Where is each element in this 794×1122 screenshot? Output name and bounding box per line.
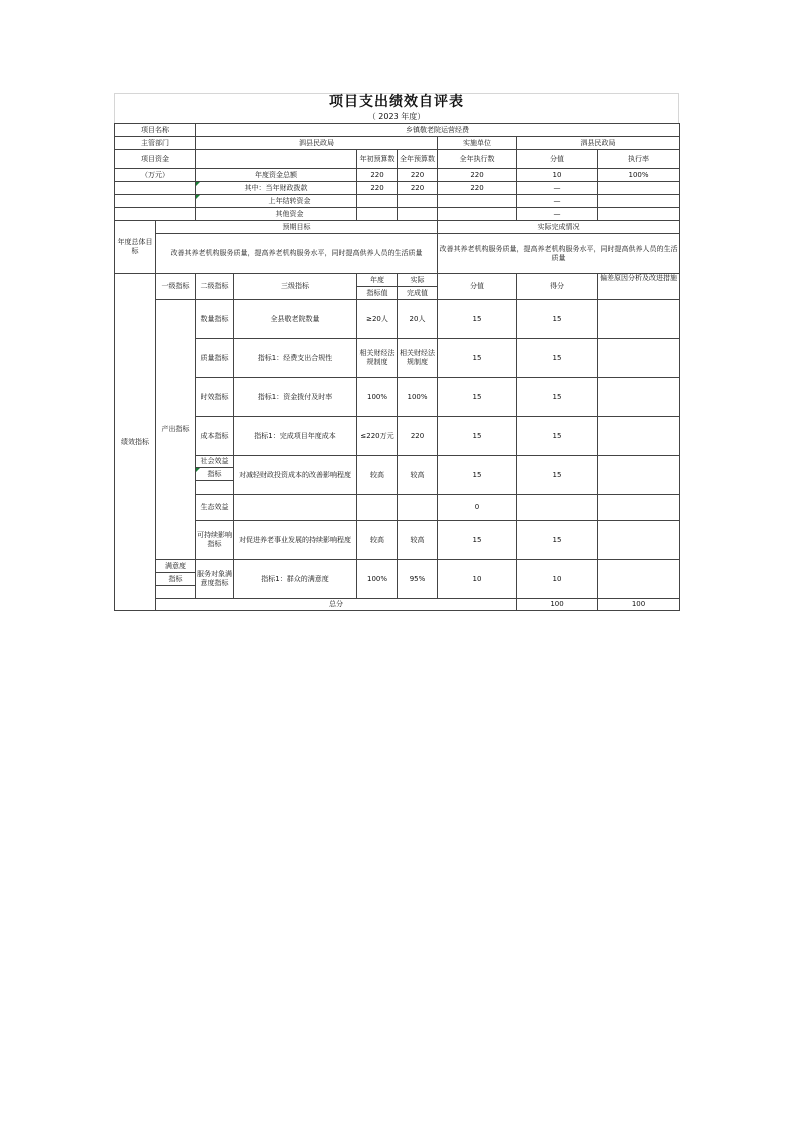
perf-header-got: 得分 <box>517 274 598 300</box>
perf-target: 100% <box>357 560 398 599</box>
perf-got: 15 <box>517 339 598 378</box>
perf-row-cost <box>115 417 680 456</box>
perf-l2: 时效指标 <box>196 378 234 417</box>
dept-label: 主管部门 <box>115 137 196 150</box>
perf-row-social <box>115 456 680 468</box>
perf-target: 相关财经法规制度 <box>357 339 398 378</box>
total-got: 100 <box>598 599 680 611</box>
perf-label: 绩效指标 <box>115 274 156 611</box>
perf-header-target: 指标值 <box>357 287 398 300</box>
evaluation-table <box>114 123 680 611</box>
fund-cell: 220 <box>398 182 438 195</box>
perf-l3: 指标1：经费支出合规性 <box>234 339 357 378</box>
perf-score: 10 <box>438 560 517 599</box>
perf-target: ≥20人 <box>357 300 398 339</box>
perf-l2: 指标 <box>196 468 234 481</box>
goal-actual-text: 改善其养老机构服务质量，提高养老机构服务水平，同时提高供养人员的生活质量 <box>438 234 680 274</box>
perf-header-l1: 一级指标 <box>156 274 196 300</box>
perf-header-reason: 偏差原因分析及改进措施 <box>598 274 680 300</box>
sat-label-2: 指标 <box>156 573 196 586</box>
fund-row-label: 年度资金总额 <box>196 169 357 182</box>
perf-header-l3: 三级指标 <box>234 274 357 300</box>
perf-actual: 较高 <box>398 521 438 560</box>
perf-score: 15 <box>438 521 517 560</box>
perf-l2: 生态效益 <box>196 495 234 521</box>
perf-target <box>357 495 398 521</box>
fund-cell: 10 <box>517 169 598 182</box>
fund-cell: 100% <box>598 169 680 182</box>
perf-header-row <box>115 274 680 287</box>
fund-cell: — <box>517 195 598 208</box>
perf-l2: 质量指标 <box>196 339 234 378</box>
fund-label: 项目资金 <box>115 150 196 169</box>
total-label: 总分 <box>156 599 517 611</box>
perf-header-actual: 实际 <box>398 274 438 287</box>
fund-row <box>115 169 680 182</box>
goal-expected-header: 预期目标 <box>156 221 438 234</box>
perf-score: 15 <box>438 378 517 417</box>
goal-content-row <box>115 234 680 274</box>
perf-row-quality <box>115 339 680 378</box>
fund-cell: 220 <box>357 169 398 182</box>
perf-row-sat <box>115 560 680 573</box>
page-title: 项目支出绩效自评表 <box>114 93 679 111</box>
perf-l3: 指标1：群众的满意度 <box>234 560 357 599</box>
perf-header-score: 分值 <box>438 274 517 300</box>
perf-target: ≤220万元 <box>357 417 398 456</box>
perf-row-time <box>115 378 680 417</box>
fund-cell <box>357 208 398 221</box>
perf-l3: 对减轻财政投资成本的改善影响程度 <box>234 456 357 495</box>
fund-cell <box>398 195 438 208</box>
fund-header-executed: 全年执行数 <box>438 150 517 169</box>
perf-target: 100% <box>357 378 398 417</box>
fund-header-rate: 执行率 <box>598 150 680 169</box>
fund-header-score: 分值 <box>517 150 598 169</box>
fund-cell <box>598 182 680 195</box>
fund-cell <box>438 208 517 221</box>
perf-l2: 数量指标 <box>196 300 234 339</box>
fund-cell: 220 <box>398 169 438 182</box>
perf-row-eco <box>115 495 680 521</box>
fund-row-label: 其他资金 <box>196 208 357 221</box>
impl-label: 实施单位 <box>438 137 517 150</box>
perf-header-done: 完成值 <box>398 287 438 300</box>
total-row <box>115 599 680 611</box>
perf-actual <box>398 495 438 521</box>
sat-label-1: 满意度 <box>156 560 196 573</box>
perf-header-l2: 二级指标 <box>196 274 234 300</box>
project-name-value: 乡镇敬老院运营经费 <box>196 124 680 137</box>
fund-row-label: 上年结转资金 <box>196 195 357 208</box>
fund-cell <box>598 195 680 208</box>
goal-actual-header: 实际完成情况 <box>438 221 680 234</box>
fund-cell <box>357 195 398 208</box>
fund-row <box>115 182 680 195</box>
perf-got: 15 <box>517 521 598 560</box>
year-label: （ 2023 年度） <box>114 111 679 123</box>
perf-header-year: 年度 <box>357 274 398 287</box>
total-score: 100 <box>517 599 598 611</box>
perf-l2: 服务对象满意度指标 <box>196 560 234 599</box>
dept-value: 泗县民政局 <box>196 137 438 150</box>
perf-l3: 对促进养老事业发展的持续影响程度 <box>234 521 357 560</box>
fund-cell: 220 <box>357 182 398 195</box>
fund-cell: — <box>517 182 598 195</box>
perf-l2: 成本指标 <box>196 417 234 456</box>
perf-actual: 220 <box>398 417 438 456</box>
perf-l3 <box>234 495 357 521</box>
perf-l3: 指标1：资金拨付及时率 <box>234 378 357 417</box>
fund-row <box>115 208 680 221</box>
output-label: 产出指标 <box>156 300 196 560</box>
impl-value: 泗县民政局 <box>517 137 680 150</box>
fund-header-initial: 年初预算数 <box>357 150 398 169</box>
perf-l3: 全县敬老院数量 <box>234 300 357 339</box>
perf-got: 15 <box>517 300 598 339</box>
fund-row <box>115 195 680 208</box>
perf-got: 15 <box>517 417 598 456</box>
perf-score: 15 <box>438 300 517 339</box>
fund-cell <box>438 195 517 208</box>
perf-actual: 20人 <box>398 300 438 339</box>
fund-cell <box>598 208 680 221</box>
perf-got: 15 <box>517 378 598 417</box>
perf-row-qty <box>115 300 680 339</box>
perf-score: 15 <box>438 339 517 378</box>
perf-score: 0 <box>438 495 517 521</box>
perf-got <box>517 495 598 521</box>
fund-header-row <box>115 150 680 169</box>
evaluation-sheet <box>114 93 679 611</box>
fund-row-label: 其中：当年财政拨款 <box>196 182 357 195</box>
perf-score: 15 <box>438 456 517 495</box>
fund-cell: 220 <box>438 182 517 195</box>
fund-unit: （万元） <box>115 169 196 182</box>
perf-target: 较高 <box>357 456 398 495</box>
perf-got: 10 <box>517 560 598 599</box>
goal-label: 年度总体目标 <box>115 221 156 274</box>
department-row <box>115 137 680 150</box>
fund-cell <box>398 208 438 221</box>
fund-header-annual: 全年预算数 <box>398 150 438 169</box>
perf-actual: 100% <box>398 378 438 417</box>
perf-score: 15 <box>438 417 517 456</box>
project-name-label: 项目名称 <box>115 124 196 137</box>
perf-actual: 相关财经法规制度 <box>398 339 438 378</box>
goal-header-row <box>115 221 680 234</box>
perf-l2: 社会效益 <box>196 456 234 468</box>
perf-actual: 95% <box>398 560 438 599</box>
goal-expected-text: 改善其养老机构服务质量，提高养老机构服务水平，同时提高供养人员的生活质量 <box>156 234 438 274</box>
perf-actual: 较高 <box>398 456 438 495</box>
perf-got: 15 <box>517 456 598 495</box>
perf-l2: 可持续影响指标 <box>196 521 234 560</box>
perf-target: 较高 <box>357 521 398 560</box>
perf-l3: 指标1：完成项目年度成本 <box>234 417 357 456</box>
perf-row-sustain <box>115 521 680 560</box>
fund-cell: — <box>517 208 598 221</box>
project-name-row <box>115 124 680 137</box>
fund-cell: 220 <box>438 169 517 182</box>
